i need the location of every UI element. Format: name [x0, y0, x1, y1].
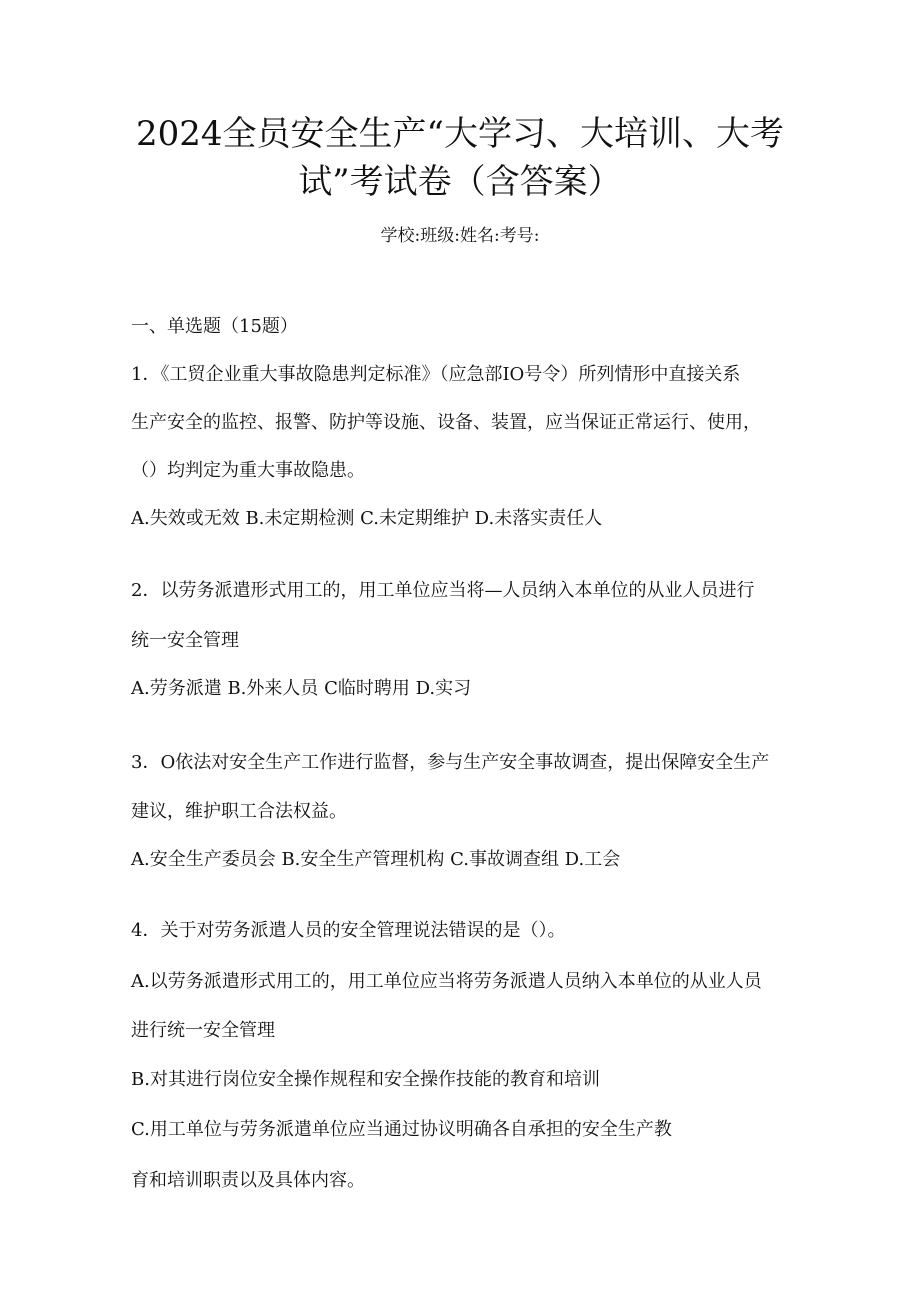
question-4-option-a-line-2: 进行统一安全管理 — [131, 1020, 275, 1041]
question-4-option-c-line-2: 育和培训职责以及具体内容。 — [131, 1170, 365, 1191]
student-info-line: 学校:班级:姓名:考号: — [380, 226, 540, 246]
question-3-text-line-2: 建议，维护职工合法权益。 — [131, 801, 347, 822]
question-2-text-line-1: 2．以劳务派遣形式用工的，用工单位应当将—人员纳入本单位的从业人员进行 — [131, 580, 755, 601]
question-1-text-line-1: 1．《工贸企业重大事故隐患判定标准》（应急部IO号令）所列情形中直接关系 — [131, 364, 741, 385]
question-3-options: A.安全生产委员会 B.安全生产管理机构 C.事故调查组 D.工会 — [131, 849, 621, 870]
question-4-option-a-line-1: A.以劳务派遣形式用工的，用工单位应当将劳务派遣人员纳入本单位的从业人员 — [131, 971, 762, 992]
question-3-text-line-1: 3．O依法对安全生产工作进行监督，参与生产安全事故调查，提出保障安全生产 — [131, 752, 770, 773]
document-title-line-2: 试”考试卷（含答案） — [298, 162, 622, 202]
question-4-text: 4．关于对劳务派遣人员的安全管理说法错误的是（）。 — [131, 920, 566, 941]
question-4-option-b: B.对其进行岗位安全操作规程和安全操作技能的教育和培训 — [131, 1069, 600, 1090]
question-4-option-c-line-1: C.用工单位与劳务派遣单位应当通过协议明确各自承担的安全生产教 — [131, 1119, 672, 1140]
question-1-options: A.失效或无效 B.未定期检测 C.未定期维护 D.未落实责任人 — [131, 508, 603, 529]
question-2-text-line-2: 统一安全管理 — [131, 630, 239, 651]
document-title-line-1: 2024全员安全生产“大学习、大培训、大考 — [136, 114, 784, 154]
section-heading: 一、单选题（15题） — [131, 316, 298, 337]
question-1-text-line-2: 生产安全的监控、报警、防护等设施、设备、装置，应当保证正常运行、使用， — [131, 412, 761, 433]
question-2-options: A.劳务派遣 B.外来人员 C临时聘用 D.实习 — [131, 678, 472, 699]
question-1-text-line-3: （）均判定为重大事故隐患。 — [131, 460, 365, 481]
